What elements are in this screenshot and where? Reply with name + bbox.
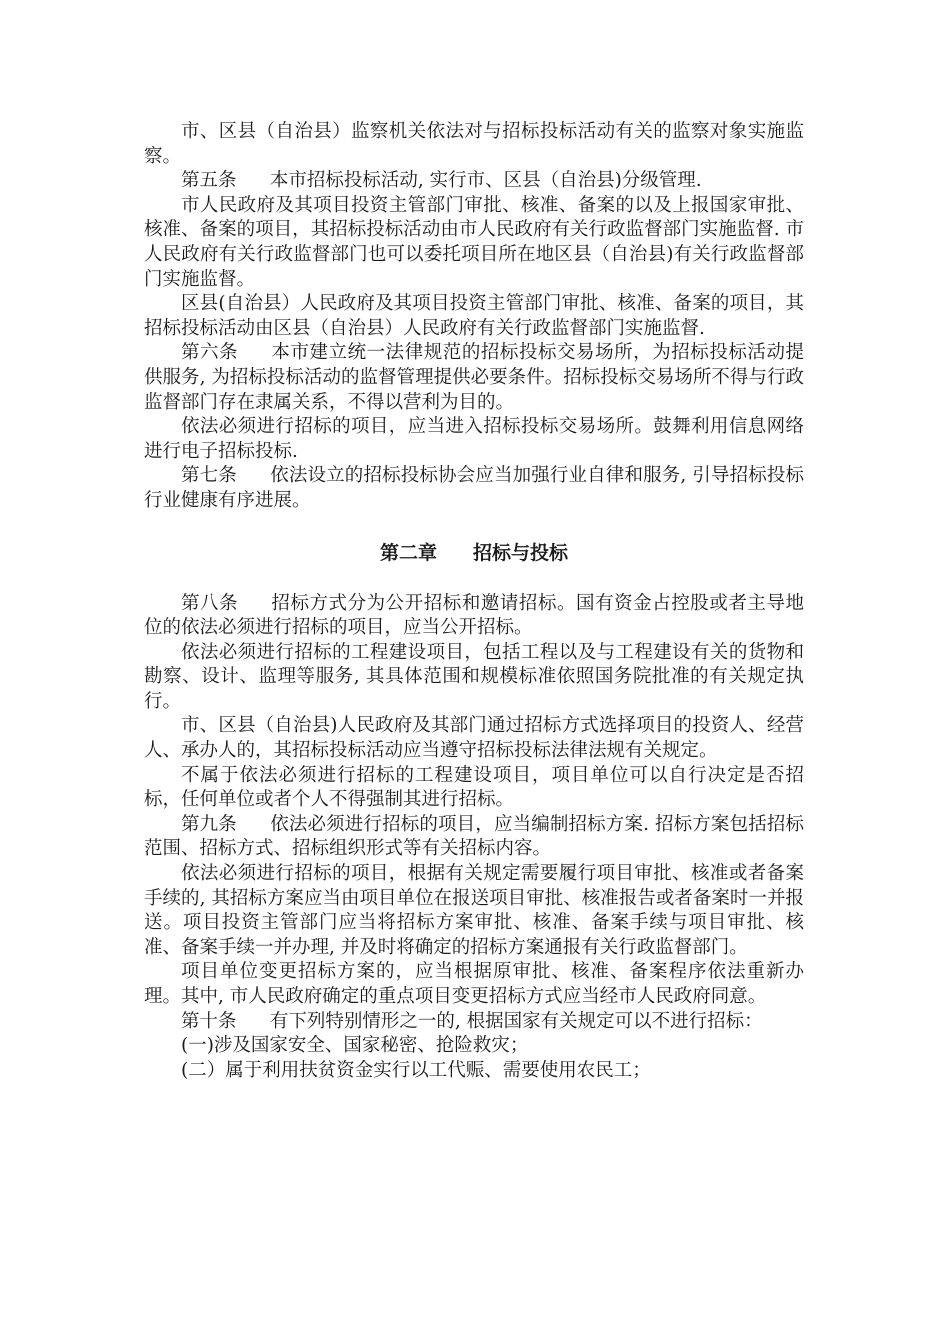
article-5 — [144, 169, 804, 194]
chapter-heading — [144, 540, 804, 566]
chapter-number: 第二章 — [379, 541, 437, 564]
article-label: 第六条 — [181, 342, 239, 364]
article-8 — [144, 592, 804, 641]
paragraph-text: 招标方式分为公开招标和邀请招标。国有资金占控股或者主导地位的依法必须进行招标的项目，应当公开招标。 — [144, 592, 804, 639]
article-label: 第八条 — [181, 592, 239, 614]
paragraph-text: 市、区县（自治县)人民政府及其部门通过招标方式选择项目的投资人、经营人、承办人的，其招标投标活动应当遵守招标投标法律法规有关规定。 — [144, 715, 804, 762]
paragraph-text: (二）属于利用扶贫资金实行以工代赈、需要使用农民工； — [181, 1059, 651, 1081]
chapter-title: 招标与投标 — [473, 541, 569, 564]
paragraph — [144, 862, 804, 960]
paragraph — [144, 960, 804, 1009]
article-7 — [144, 464, 804, 513]
article-label: 第七条 — [181, 465, 237, 487]
section-chapter-2 — [144, 592, 804, 1084]
paragraph-text: 市人民政府及其项目投资主管部门审批、核准、备案的以及上报国家审批、核准、备案的项目，其招标投标活动由市人民政府有关行政监督部门实施监督. 市人民政府有关行政监督部门也可以委托项目所在地区县（自治县)有关行政监督部门实施监督。 — [144, 194, 804, 290]
list-item — [144, 1034, 804, 1059]
paragraph — [144, 641, 804, 715]
paragraph-text: 依法设立的招标投标协会应当加强行业自律和服务, 引导招标投标行业健康有序进展。 — [144, 465, 804, 511]
paragraph — [144, 714, 804, 763]
paragraph-text: 市、区县（自治县）监察机关依法对与招标投标活动有关的监察对象实施监察。 — [144, 121, 804, 167]
list-item — [144, 1059, 804, 1084]
paragraph — [144, 415, 804, 464]
article-label: 第五条 — [181, 170, 237, 192]
article-6 — [144, 341, 804, 415]
document-page — [144, 120, 804, 1083]
paragraph-text: 项目单位变更招标方案的，应当根据原审批、核准、备案程序依法重新办理。其中, 市人民政府确定的重点项目变更招标方式应当经市人民政府同意。 — [144, 961, 804, 1007]
article-label: 第九条 — [181, 813, 237, 835]
article-label: 第十条 — [181, 1010, 237, 1032]
paragraph-text: 依法必须进行招标的项目，应当进入招标投标交易场所。鼓舞利用信息网络进行电子招标投标. — [144, 416, 804, 462]
paragraph-text: 依法必须进行招标的工程建设项目，包括工程以及与工程建设有关的货物和勘察、设计、监理等服务, 其具体范围和规模标准依照国务院批准的有关规定执行。 — [144, 641, 804, 712]
article-9 — [144, 813, 804, 862]
paragraph-text: 不属于依法必须进行招标的工程建设项目，项目单位可以自行决定是否招标，任何单位或者个人不得强制其进行招标。 — [144, 764, 804, 811]
paragraph — [144, 292, 804, 341]
paragraph-text: 区县(自治县）人民政府及其项目投资主管部门审批、核准、备案的项目，其招标投标活动由区县（自治县）人民政府有关行政监督部门实施监督. — [144, 293, 804, 339]
paragraph-text: 本市招标投标活动, 实行市、区县（自治县)分级管理. — [269, 170, 702, 192]
paragraph — [144, 120, 804, 169]
paragraph-text: 有下列特别情形之一的, 根据国家有关规定可以不进行招标： — [269, 1010, 763, 1032]
paragraph-text: 本市建立统一法律规范的招标投标交易场所，为招标投标活动提供服务, 为招标投标活动的监督管理提供必要条件。招标投标交易场所不得与行政监督部门存在隶属关系，不得以营利为目的。 — [144, 342, 804, 413]
paragraph-text: (一)涉及国家安全、国家秘密、抢险救灾； — [181, 1035, 529, 1057]
article-10 — [144, 1010, 804, 1035]
paragraph-text: 依法必须进行招标的项目，根据有关规定需要履行项目审批、核准或者备案手续的, 其招标方案应当由项目单位在报送项目审批、核准报告或者备案时一并报送。项目投资主管部门应当将招标方案审批、核准、备案手续与项目审批、核准、备案手续一并办理, 并及时将确定的招标方案通报有关行政监督部门。 — [144, 863, 804, 958]
paragraph — [144, 194, 804, 292]
section-chapter-1-tail — [144, 120, 804, 514]
paragraph-text: 依法必须进行招标的项目，应当编制招标方案. 招标方案包括招标范围、招标方式、招标组织形式等有关招标内容。 — [144, 813, 804, 860]
paragraph — [144, 764, 804, 813]
